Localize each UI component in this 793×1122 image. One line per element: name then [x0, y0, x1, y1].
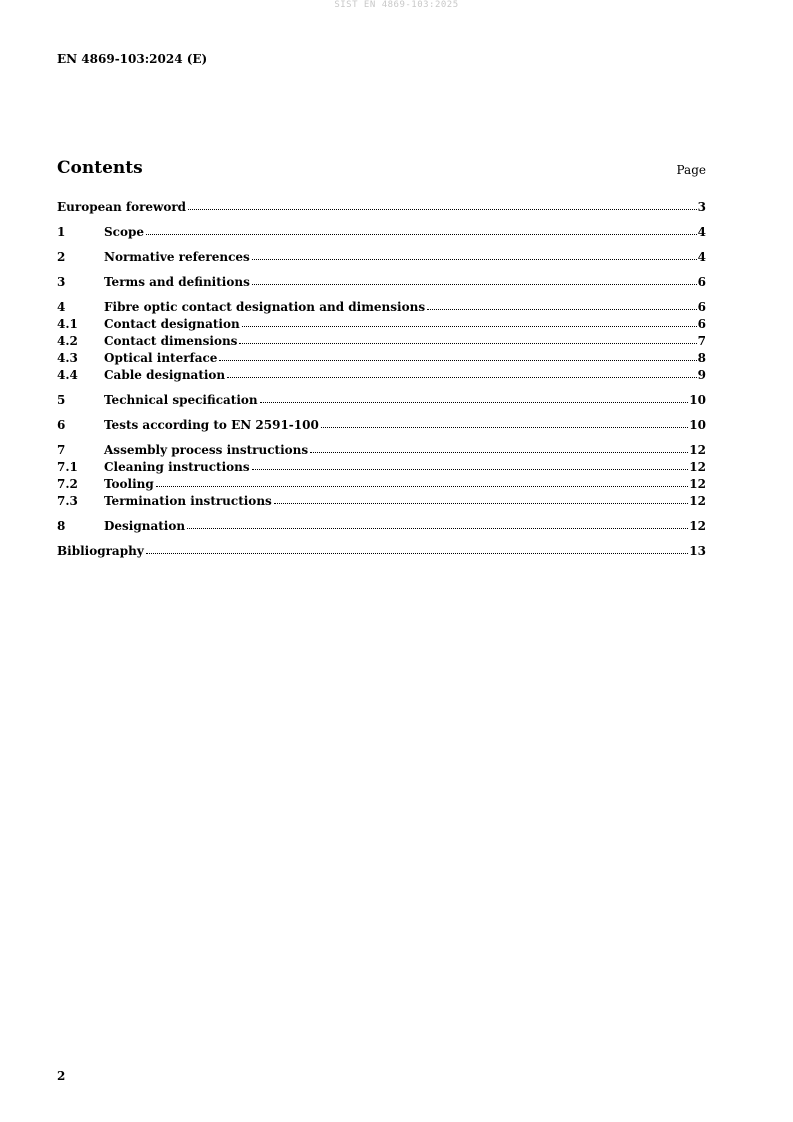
toc-dot-leader: [227, 376, 696, 378]
toc-dot-leader: [321, 426, 688, 428]
toc-entry-number: 7.3: [57, 494, 78, 508]
toc-dot-leader: [188, 208, 697, 210]
toc-entry-title: Tests according to EN 2591-100: [104, 418, 319, 432]
page-column-label: Page: [676, 163, 706, 177]
toc-entry-page: 6: [697, 300, 706, 314]
toc-entry-title: Normative references: [104, 250, 250, 264]
toc-entry-title: Cable designation: [104, 368, 226, 382]
toc-entry-page: 8: [697, 351, 706, 365]
toc-entry[interactable]: [57, 200, 706, 217]
toc-dot-leader: [242, 325, 697, 327]
toc-entry-number: 4.1: [57, 317, 78, 331]
toc-dot-leader: [252, 468, 689, 470]
toc-entry[interactable]: [57, 368, 706, 385]
toc-dot-leader: [310, 451, 688, 453]
toc-entry-page: 4: [697, 250, 706, 264]
toc-dot-leader: [427, 308, 697, 310]
toc-dot-leader: [219, 359, 696, 361]
toc-entry-title: Contact dimensions: [104, 334, 238, 348]
toc-entry-title: Optical interface: [104, 351, 218, 365]
toc-entry-page: 6: [697, 275, 706, 289]
toc-dot-leader: [156, 485, 689, 487]
toc-entry[interactable]: [57, 225, 706, 242]
toc-dot-leader: [260, 401, 689, 403]
watermark: SIST EN 4869-103:2025: [334, 0, 459, 10]
toc-entry-title: Contact designation: [104, 317, 240, 331]
toc-entry-number: 3: [57, 275, 66, 289]
toc-entry-number: 7.2: [57, 477, 78, 491]
toc-entry[interactable]: [57, 519, 706, 536]
toc-entry[interactable]: [57, 334, 706, 351]
contents-title: Contents: [57, 158, 143, 178]
toc-entry[interactable]: [57, 443, 706, 460]
toc-entry[interactable]: [57, 460, 706, 477]
toc-entry-page: 3: [697, 200, 706, 214]
toc-entry-title: Terms and definitions: [104, 275, 250, 289]
toc-entry[interactable]: [57, 544, 706, 561]
toc-entry-page: 6: [697, 317, 706, 331]
toc-entry-number: 4: [57, 300, 66, 314]
toc-entry-title: Scope: [104, 225, 145, 239]
toc-entry-title: Assembly process instructions: [104, 443, 309, 457]
toc-entry-number: 2: [57, 250, 66, 264]
toc-entry-number: 4.4: [57, 368, 78, 382]
toc-entry-title: Bibliography: [57, 544, 144, 558]
toc-entry-title: Technical specification: [104, 393, 258, 407]
table-of-contents: [57, 200, 706, 561]
toc-entry-page: 12: [689, 477, 706, 491]
toc-entry-title: Tooling: [104, 477, 154, 491]
toc-entry[interactable]: [57, 300, 706, 317]
toc-entry[interactable]: [57, 351, 706, 368]
toc-entry-title: Fibre optic contact designation and dimensions: [104, 300, 426, 314]
toc-entry[interactable]: [57, 317, 706, 334]
toc-entry-number: 7.1: [57, 460, 78, 474]
toc-dot-leader: [146, 552, 689, 554]
toc-entry-page: 12: [689, 519, 706, 533]
toc-entry-number: 6: [57, 418, 66, 432]
document-identifier: EN 4869-103:2024 (E): [57, 52, 208, 66]
toc-entry-title: Cleaning instructions: [104, 460, 250, 474]
toc-entry[interactable]: [57, 393, 706, 410]
toc-entry[interactable]: [57, 477, 706, 494]
toc-entry-page: 12: [689, 494, 706, 508]
toc-entry-page: 10: [689, 418, 706, 432]
toc-dot-leader: [252, 258, 697, 260]
page-number: 2: [57, 1069, 66, 1083]
toc-entry[interactable]: [57, 418, 706, 435]
toc-entry-number: 4.2: [57, 334, 78, 348]
toc-dot-leader: [252, 283, 697, 285]
toc-dot-leader: [187, 527, 688, 529]
toc-dot-leader: [274, 502, 689, 504]
toc-entry-page: 10: [689, 393, 706, 407]
toc-entry[interactable]: [57, 275, 706, 292]
toc-entry-title: European foreword: [57, 200, 187, 214]
toc-entry-number: 1: [57, 225, 66, 239]
toc-entry-page: 4: [697, 225, 706, 239]
toc-entry-number: 8: [57, 519, 66, 533]
toc-entry[interactable]: [57, 250, 706, 267]
toc-entry-title: Designation: [104, 519, 186, 533]
toc-entry-number: 5: [57, 393, 66, 407]
toc-entry[interactable]: [57, 494, 706, 511]
toc-entry-page: 12: [689, 460, 706, 474]
toc-entry-page: 13: [689, 544, 706, 558]
toc-entry-number: 7: [57, 443, 66, 457]
toc-entry-number: 4.3: [57, 351, 78, 365]
toc-entry-page: 7: [697, 334, 706, 348]
toc-dot-leader: [146, 233, 697, 235]
toc-entry-page: 12: [689, 443, 706, 457]
toc-dot-leader: [239, 342, 696, 344]
toc-entry-title: Termination instructions: [104, 494, 272, 508]
toc-entry-page: 9: [697, 368, 706, 382]
